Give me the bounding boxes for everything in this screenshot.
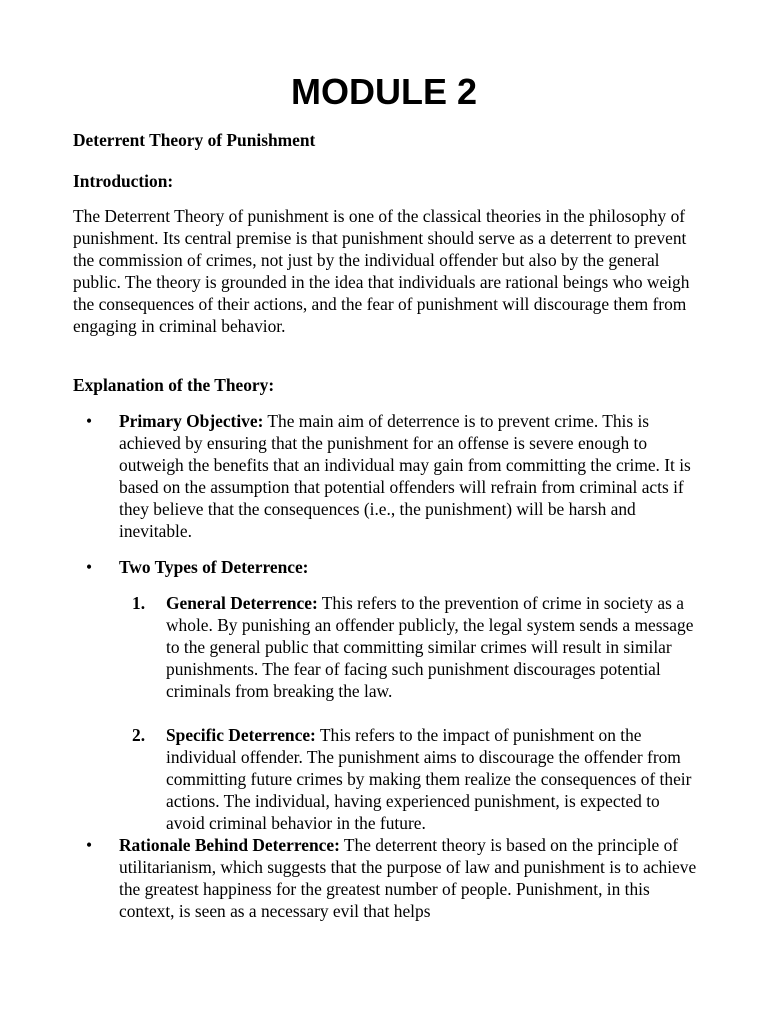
section-title: Deterrent Theory of Punishment	[73, 130, 316, 150]
list-number: 1.	[132, 593, 146, 613]
bullet-label: Two Types of Deterrence:	[119, 557, 309, 577]
page-title: MODULE 2	[290, 71, 477, 112]
numbered-item-label: Specific Deterrence:	[166, 725, 316, 745]
introduction-heading: Introduction:	[73, 171, 174, 191]
bullet-text	[119, 410, 699, 542]
bullet-label: Rationale Behind Deterrence:	[119, 835, 340, 855]
numbered-item-text	[166, 592, 701, 702]
bullet-text	[119, 834, 699, 922]
explanation-heading: Explanation of the Theory:	[73, 375, 275, 395]
list-number: 2.	[132, 725, 146, 745]
numbered-item-text	[166, 724, 701, 834]
introduction-paragraph: The Deterrent Theory of punishment is one of the classical theories in the philosophy of punishment. Its central premise is that punishment should serve as a deterrent to prevent the commission of crimes, not just by the individual offender but also by the general public. The theory is grounded in the idea that individuals are rational beings who weigh the consequences of their actions, and the fear of punishment will discourage them from engaging in criminal behavior.	[73, 206, 690, 336]
numbered-item-body: This refers to the prevention of crime in society as a whole. By punishing an offender publicly, the legal system sends a message to the general public that committing similar crimes will result in similar punishments. The fear of facing such punishment discourages potential criminals from breaking the law.	[166, 593, 694, 701]
bullet-marker: •	[86, 411, 93, 431]
bullet-body: The main aim of deterrence is to prevent crime. This is achieved by ensuring that the punishment for an offense is severe enough to outweigh the benefits that an individual may gain from committing the crime. It is based on the assumption that potential offenders will refrain from criminal acts if they believe that the consequences (i.e., the punishment) will be harsh and inevitable.	[119, 411, 691, 541]
numbered-item-body: This refers to the impact of punishment on the individual offender. The punishment aims to discourage the offender from committing future crimes by making them realize the consequences of their actions. The individual, having experienced punishment, is expected to avoid criminal behavior in the future.	[166, 725, 692, 833]
bullet-marker: •	[86, 835, 93, 855]
bullet-label: Primary Objective:	[119, 411, 264, 431]
bullet-text	[119, 556, 699, 578]
bullet-marker: •	[86, 557, 93, 577]
bullet-body: The deterrent theory is based on the principle of utilitarianism, which suggests that the purpose of law and punishment is to achieve the greatest happiness for the greatest number of people. Punishment, in this context, is seen as a necessary evil that helps	[119, 835, 697, 921]
numbered-item-label: General Deterrence:	[166, 593, 318, 613]
